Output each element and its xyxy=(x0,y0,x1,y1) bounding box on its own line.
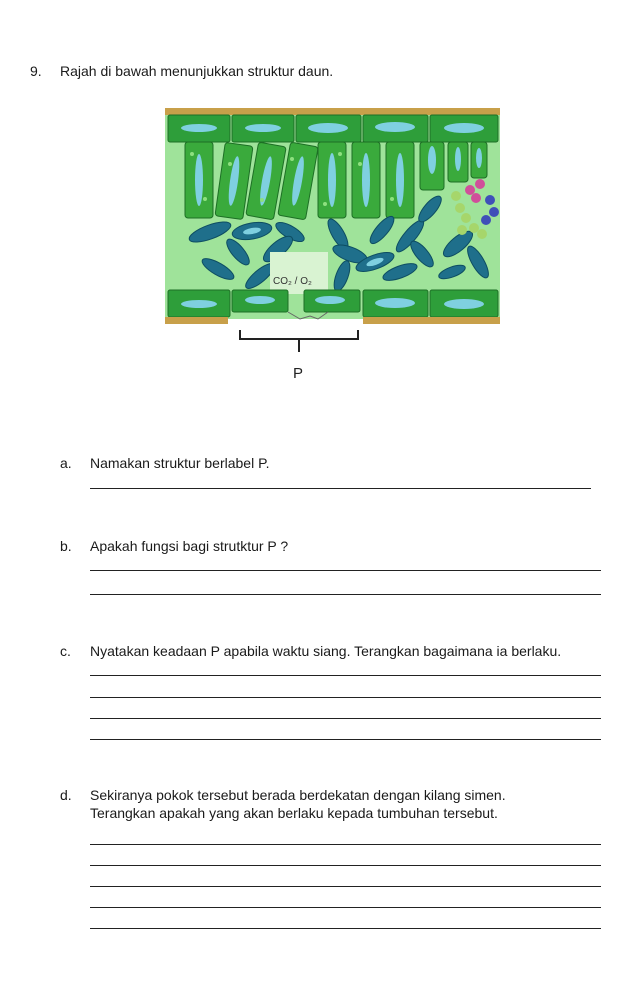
question-text: Rajah di bawah menunjukkan struktur daun. xyxy=(60,63,334,79)
air-space xyxy=(270,252,328,294)
subquestion-a-text: Namakan struktur berlabel P. xyxy=(90,455,270,471)
leaf-diagram-svg xyxy=(160,104,510,394)
question-number: 9. xyxy=(30,63,42,79)
bracket xyxy=(240,330,358,339)
answer-line-c-1[interactable] xyxy=(90,675,601,676)
upper-epidermis xyxy=(168,115,498,142)
answer-line-b-1[interactable] xyxy=(90,570,601,571)
answer-line-d-4[interactable] xyxy=(90,907,601,908)
pointer-label: P xyxy=(293,365,304,382)
subquestion-d-letter: d. xyxy=(60,787,72,803)
answer-line-d-5[interactable] xyxy=(90,928,601,929)
lower-cuticle-left xyxy=(165,317,228,324)
answer-line-d-2[interactable] xyxy=(90,865,601,866)
answer-line-a-1[interactable] xyxy=(90,488,591,489)
subquestion-c-text: Nyatakan keadaan P apabila waktu siang. Terangkan bagaimana ia berlaku. xyxy=(90,643,562,659)
subquestion-b-letter: b. xyxy=(60,538,72,554)
answer-line-d-3[interactable] xyxy=(90,886,601,887)
answer-line-c-2[interactable] xyxy=(90,697,601,698)
answer-line-b-2[interactable] xyxy=(90,594,601,595)
subquestion-b-text: Apakah fungsi bagi strutktur P ? xyxy=(90,538,289,554)
upper-cuticle xyxy=(165,108,500,115)
subquestion-a-letter: a. xyxy=(60,455,72,471)
answer-line-c-3[interactable] xyxy=(90,718,601,719)
answer-line-d-1[interactable] xyxy=(90,844,601,845)
leaf-structure-diagram xyxy=(160,104,510,394)
answer-line-c-4[interactable] xyxy=(90,739,601,740)
subquestion-d-text: Sekiranya pokok tersebut berada berdekatan dengan kilang simen. Terangkan apakah yang akan berlaku kepada tumbuhan tersebut. xyxy=(90,787,506,821)
lower-cuticle-right xyxy=(363,317,500,324)
gas-label: CO₂ / O₂ xyxy=(273,276,312,287)
subquestion-c-letter: c. xyxy=(60,643,71,659)
